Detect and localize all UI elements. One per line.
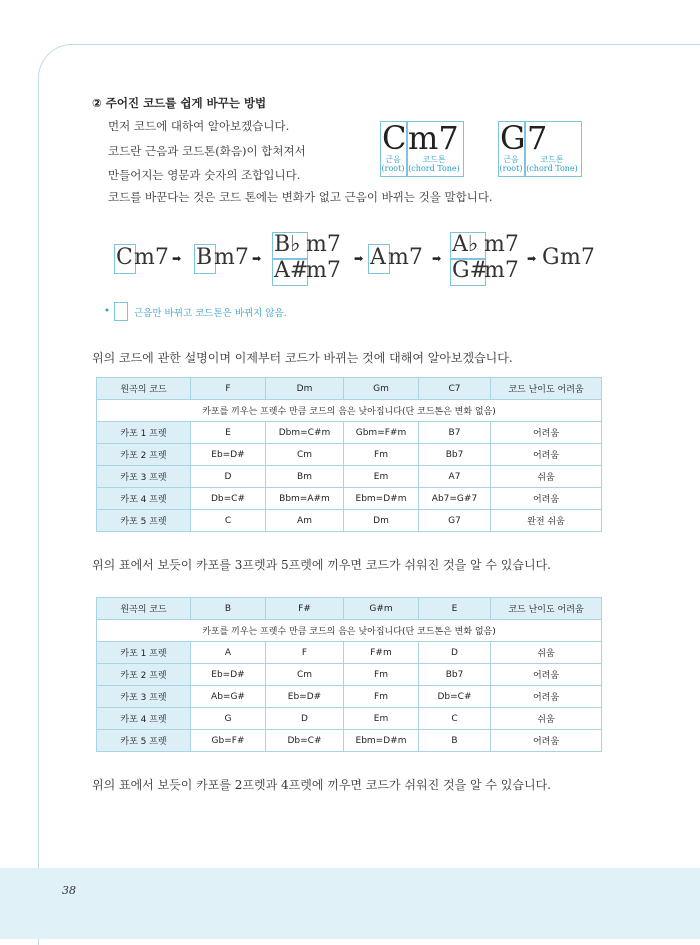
page-number: 38	[62, 884, 76, 897]
table-header-cell: E	[419, 598, 491, 620]
row-label: 카포 2 프렛	[97, 664, 191, 686]
prog-root-asharpm7: A#	[274, 258, 309, 283]
table-cell: Eb=D#	[191, 444, 266, 466]
table-cell: D	[191, 466, 266, 488]
table-cell: Db=C#	[266, 730, 344, 752]
table-cell: Dbm=C#m	[266, 422, 344, 444]
table-row	[97, 422, 602, 444]
table-cell: Cm	[266, 444, 344, 466]
row-label: 카포 3 프렛	[97, 686, 191, 708]
section-heading: ② 주어진 코드를 쉽게 바꾸는 방법	[92, 96, 267, 110]
table-cell: 어려움	[491, 488, 602, 510]
note-bullet: •	[104, 306, 110, 317]
table-header-cell: G#m	[344, 598, 419, 620]
table-cell: Fm	[344, 664, 419, 686]
table-cell: Gb=F#	[191, 730, 266, 752]
prog-rest-bbm7: m7	[306, 232, 341, 257]
paragraph-2: 위의 표에서 보듯이 카포를 3프렛과 5프렛에 끼우면 코드가 쉬워진 것을 알 수 있습니다.	[92, 558, 551, 572]
table-header-cell: 원곡의 코드	[97, 598, 191, 620]
intro-line-4: 코드를 바꾼다는 것은 코드 톤에는 변화가 없고 근음이 바뀌는 것을 말합니다.	[108, 190, 493, 204]
prog-rest-cm7: m7	[134, 245, 169, 270]
prog-rest-am7: m7	[388, 245, 423, 270]
table-cell: Eb=D#	[266, 686, 344, 708]
table-row	[97, 510, 602, 532]
prog-root-gsharpm7: G#	[452, 258, 489, 283]
table-cell: Bb7	[419, 444, 491, 466]
tone-sublabel: (chord Tone)	[526, 164, 578, 173]
table-cell: Cm	[266, 664, 344, 686]
note-text: 근음만 바뀌고 코드톤은 바뀌지 않음.	[134, 308, 287, 319]
table-header-cell: F	[191, 378, 266, 400]
intro-line-3: 만들어지는 영문과 숫자의 조합입니다.	[108, 168, 301, 182]
table-cell: Ab=G#	[191, 686, 266, 708]
root-label: 근음	[385, 155, 401, 164]
table-cell: Bbm=A#m	[266, 488, 344, 510]
prog-root-bm7: B	[196, 245, 213, 270]
table-cell: 어려움	[491, 422, 602, 444]
prog-root-abm7: A♭	[452, 232, 479, 257]
root-label: 근음	[503, 155, 519, 164]
row-label: 카포 1 프렛	[97, 422, 191, 444]
prog-root-bbm7: B♭	[274, 232, 301, 257]
table-header-cell: Dm	[266, 378, 344, 400]
paragraph-1: 위의 코드에 관한 설명이며 이제부터 코드가 바뀌는 것에 대해여 알아보겠습니다.	[92, 351, 513, 365]
prog-root-cm7: C	[116, 245, 133, 270]
prog-rest-abm7: m7	[484, 232, 519, 257]
tone-text: m7	[408, 119, 459, 157]
root-letter: G	[500, 119, 526, 157]
root-sublabel: (root)	[381, 164, 405, 173]
tone-label: 코드톤	[540, 155, 564, 164]
row-label: 카포 3 프렛	[97, 466, 191, 488]
table-cell: Em	[344, 708, 419, 730]
paragraph-3: 위의 표에서 보듯이 카포를 2프렛과 4프렛에 끼우면 코드가 쉬워진 것을 알 수 있습니다.	[92, 778, 551, 792]
table-row	[97, 708, 602, 730]
row-label: 카포 1 프렛	[97, 642, 191, 664]
table-cell: 쉬움	[491, 642, 602, 664]
prog-rest-gsharpm7: m7	[484, 258, 519, 283]
table-cell: Fm	[344, 686, 419, 708]
table-cell: A	[191, 642, 266, 664]
tone-label: 코드톤	[422, 155, 446, 164]
table-row	[97, 444, 602, 466]
intro-line-2: 코드란 근음과 코드톤(화음)이 합쳐져서	[108, 144, 306, 158]
table-cell: 어려움	[491, 686, 602, 708]
table-row	[97, 664, 602, 686]
table-cell: Ebm=D#m	[344, 488, 419, 510]
table-row	[97, 642, 602, 664]
table-row	[97, 730, 602, 752]
table-header-cell: F#	[266, 598, 344, 620]
tone-sublabel: (chord Tone)	[408, 164, 460, 173]
table-header-cell: 원곡의 코드	[97, 378, 191, 400]
table-cell: Ebm=D#m	[344, 730, 419, 752]
table-cell: G7	[419, 510, 491, 532]
arrow-icon: ➡	[354, 252, 364, 265]
arrow-icon: ➡	[172, 252, 182, 265]
table-header-cell: 코드 난이도 어려움	[491, 378, 602, 400]
row-label: 카포 5 프렛	[97, 730, 191, 752]
table-cell: 쉬움	[491, 708, 602, 730]
row-label: 카포 4 프렛	[97, 708, 191, 730]
table-cell: 어려움	[491, 444, 602, 466]
table-header-cell: 코드 난이도 어려움	[491, 598, 602, 620]
table-cell: Bb7	[419, 664, 491, 686]
table-cell: Ab7=G#7	[419, 488, 491, 510]
arrow-icon: ➡	[252, 252, 262, 265]
prog-rest-bm7: m7	[214, 245, 249, 270]
table-header-cell: C7	[419, 378, 491, 400]
table-cell: Gbm=F#m	[344, 422, 419, 444]
table-row	[97, 466, 602, 488]
tone-text: 7	[527, 119, 548, 157]
table-row	[97, 488, 602, 510]
table-cell: Fm	[344, 444, 419, 466]
table-cell: E	[191, 422, 266, 444]
prog-rest-asharpm7: m7	[306, 258, 341, 283]
root-letter: C	[382, 119, 407, 157]
table-cell: G	[191, 708, 266, 730]
table-cell: B7	[419, 422, 491, 444]
table-row	[97, 686, 602, 708]
table-cell: Dm	[344, 510, 419, 532]
table-cell: Bm	[266, 466, 344, 488]
capo-table-2	[96, 597, 602, 752]
table-cell: 어려움	[491, 664, 602, 686]
table-cell: B	[419, 730, 491, 752]
table-header-cell: Gm	[344, 378, 419, 400]
table-subtitle-row	[97, 620, 602, 642]
row-label: 카포 5 프렛	[97, 510, 191, 532]
table-cell: F#m	[344, 642, 419, 664]
table-header-row	[97, 378, 602, 400]
table-cell: C	[191, 510, 266, 532]
table-cell: 완전 쉬움	[491, 510, 602, 532]
table-cell: 어려움	[491, 730, 602, 752]
table-cell: C	[419, 708, 491, 730]
table-header-cell: B	[191, 598, 266, 620]
table-subtitle-row	[97, 400, 602, 422]
footer-band	[0, 868, 700, 939]
table-cell: Em	[344, 466, 419, 488]
row-label: 카포 4 프렛	[97, 488, 191, 510]
note-box	[114, 302, 128, 321]
table-header-row	[97, 598, 602, 620]
table-cell: Am	[266, 510, 344, 532]
table-cell: D	[419, 642, 491, 664]
arrow-icon: ➡	[432, 252, 442, 265]
table-cell: Db=C#	[191, 488, 266, 510]
table-cell: 쉬움	[491, 466, 602, 488]
root-sublabel: (root)	[499, 164, 523, 173]
table-cell: D	[266, 708, 344, 730]
row-label: 카포 2 프렛	[97, 444, 191, 466]
table-subtitle: 카포를 끼우는 프렛수 만큼 코드의 음은 낮아집니다(단 코드톤은 변화 없음)	[97, 620, 602, 642]
table-cell: F	[266, 642, 344, 664]
table-subtitle: 카포를 끼우는 프렛수 만큼 코드의 음은 낮아집니다(단 코드톤은 변화 없음)	[97, 400, 602, 422]
intro-line-1: 먼저 코드에 대하여 알아보겠습니다.	[108, 119, 290, 133]
capo-table-1	[96, 377, 602, 532]
table-cell: Db=C#	[419, 686, 491, 708]
arrow-icon: ➡	[527, 252, 537, 265]
prog-rest-gm7: m7	[560, 245, 595, 270]
table-cell: Eb=D#	[191, 664, 266, 686]
prog-root-gm7: G	[542, 245, 560, 270]
prog-root-am7: A	[370, 245, 386, 270]
table-cell: A7	[419, 466, 491, 488]
